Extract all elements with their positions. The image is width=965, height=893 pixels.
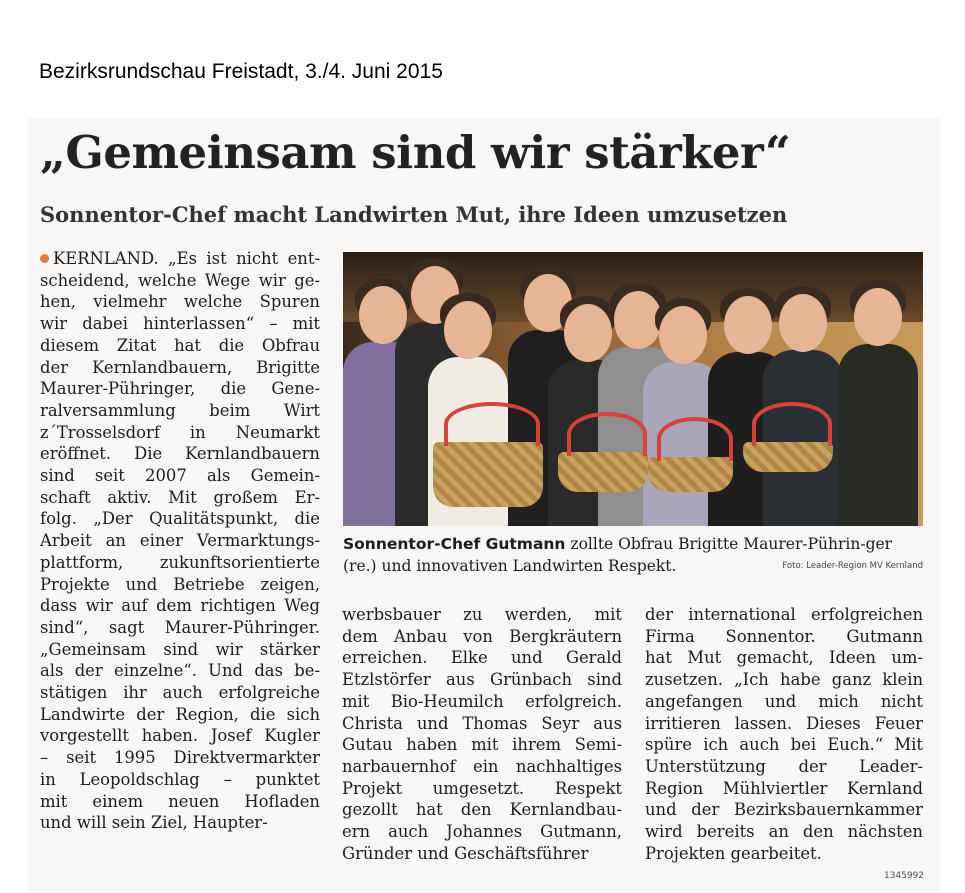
article-line: erreichen. Elke und Gerald <box>342 648 622 668</box>
section-bullet-icon <box>40 254 49 263</box>
article-line: Firma Sonnentor. Gutmann <box>645 626 923 646</box>
article-line: in Leopoldschlag – punktet <box>40 769 320 789</box>
publication-source: Bezirksrundschau Freistadt, 3./4. Juni 2015 <box>39 60 443 83</box>
article-line: Landwirte der Region, die sich <box>40 704 320 724</box>
article-line: mit Bio-Heumilch erfolgreich. <box>342 691 622 711</box>
article-line: Maurer-Pühringer, die Gene- <box>40 379 320 399</box>
article-line: irritieren lassen. Dieses Feuer <box>645 713 923 733</box>
article-line: Etzlstörfer aus Grünbach sind <box>342 670 622 690</box>
article-line: Projekte und Betriebe zeigen, <box>40 574 320 594</box>
article-line: stätigen ihr auch erfolgreiche <box>40 683 320 703</box>
article-line: ern auch Johannes Gutmann, <box>342 822 622 842</box>
photo-caption <box>343 533 923 577</box>
article-line: Region Mühlviertler Kernland <box>645 778 923 798</box>
article-line: vorgestellt haben. Josef Kugler <box>40 726 320 746</box>
article-line: „Gemeinsam sind wir stärker <box>40 639 320 659</box>
article-line: gezollt hat den Kernlandbau- <box>342 800 622 820</box>
article-line: dem Anbau von Bergkräutern <box>342 626 622 646</box>
gift-basket <box>743 442 833 472</box>
article-line: Christa und Thomas Seyr aus <box>342 713 622 733</box>
article-line: wir dabei hinterlassen“ – mit <box>40 314 320 334</box>
article-line: Projekt umgesetzt. Respekt <box>342 778 622 798</box>
gift-basket <box>558 452 648 492</box>
article-line: z´Trosselsdorf in Neumarkt <box>40 422 320 442</box>
article-line: Gutau haben mit ihrem Semi- <box>342 735 622 755</box>
article-line: diesem Zitat hat die Obfrau <box>40 335 320 355</box>
article-line: der Kernlandbauern, Brigitte <box>40 357 320 377</box>
article-line: werbsbauer zu werden, mit <box>342 605 622 624</box>
article-line: – seit 1995 Direktvermarkter <box>40 748 320 768</box>
article-code: 1345992 <box>884 871 925 881</box>
gift-basket <box>433 442 543 507</box>
article-line: ralversammlung beim Wirt <box>40 400 320 420</box>
article-line: der international erfolgreichen <box>645 605 923 624</box>
article-line: narbauernhof ein nachhaltiges <box>342 756 622 776</box>
article-line: hat Mut gemacht, Ideen um- <box>645 648 923 668</box>
article-line: mit einem neuen Hofladen <box>40 791 320 811</box>
article-line: und will sein Ziel, Haupter- <box>40 813 268 833</box>
article-line: dass wir auf dem richtigen Weg <box>40 596 320 616</box>
article-line: schaft aktiv. Mit großem Er- <box>40 487 320 507</box>
article-line: Gründer und Geschäftsführer <box>342 843 589 863</box>
article-line: spüre ich auch bei Euch.“ Mit <box>645 735 923 755</box>
article-line: als der einzelne“. Und das be- <box>40 661 320 681</box>
group-photo <box>343 252 923 526</box>
article-line: sind“, sagt Maurer-Pühringer. <box>40 617 320 637</box>
article-line: sind seit 2007 als Gemein- <box>40 466 320 486</box>
article-column-1 <box>40 248 320 834</box>
article-line: hen, vielmehr welche Spuren <box>40 292 320 312</box>
article-line: folg. „Der Qualitätspunkt, die <box>40 509 320 529</box>
subheadline: Sonnentor-Chef macht Landwirten Mut, ihre Ideen umzusetzen <box>40 202 788 227</box>
article-line: angefangen und mich nicht <box>645 691 923 711</box>
article-line: und der Bezirksbauernkammer <box>645 800 923 820</box>
article-line: scheidend, welche Wege wir ge- <box>40 270 320 290</box>
caption-lead: Sonnentor-Chef Gutmann <box>343 535 566 553</box>
article-line: wird bereits an den nächsten <box>645 822 923 842</box>
caption-text: zollte Obfrau Brigitte Maurer-Pührin-ger (re.) und innovativen Landwirten Respekt. <box>343 535 893 575</box>
article-column-3 <box>645 604 923 864</box>
photo-credit: Foto: Leader-Region MV Kernland <box>782 561 923 571</box>
article-column-2 <box>342 604 622 864</box>
article-line: Unterstützung der Leader- <box>645 756 923 776</box>
headline: „Gemeinsam sind wir stärker“ <box>40 126 791 179</box>
photo-person <box>838 284 918 526</box>
article-line: eröffnet. Die Kernlandbauern <box>40 444 320 464</box>
article-line: plattform, zukunftsorientierte <box>40 552 320 572</box>
article-line: Projekten gearbeitet. <box>645 843 822 863</box>
article-line: Arbeit an einer Vermarktungs- <box>40 531 320 551</box>
article-line: KERNLAND. „Es ist nicht ent- <box>40 248 320 270</box>
gift-basket <box>648 457 733 492</box>
article-line: zusetzen. „Ich habe ganz klein <box>645 670 923 690</box>
